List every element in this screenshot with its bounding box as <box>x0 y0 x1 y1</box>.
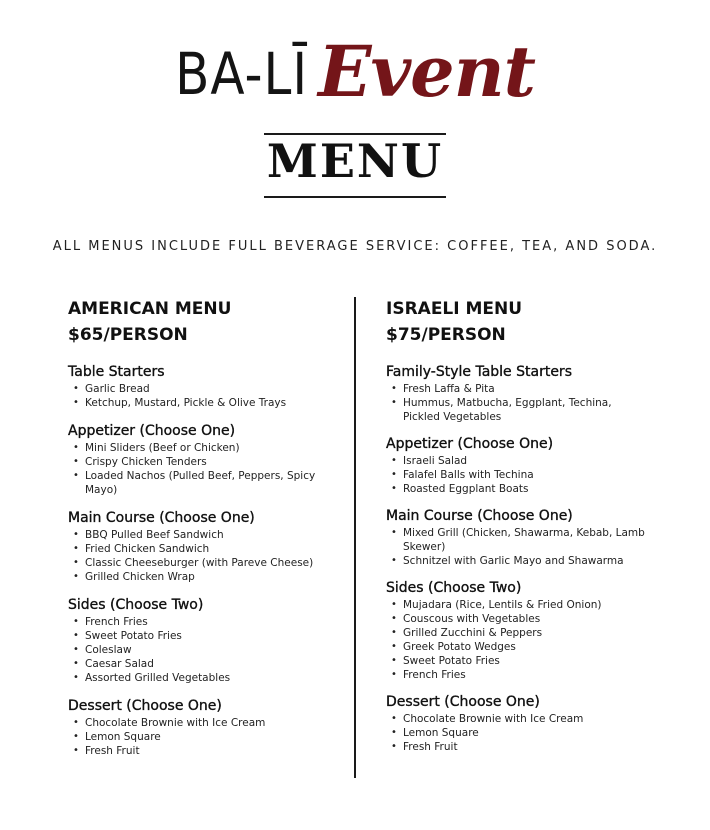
section-item-list <box>68 441 340 497</box>
israeli-menu-title: ISRAELI MENU <box>386 299 523 319</box>
section-title: Main Course (Choose One) <box>68 510 255 526</box>
menu-item: • Caesar Salad <box>68 657 340 671</box>
menu-section <box>68 696 340 758</box>
menu-section <box>386 578 648 682</box>
section-title: Appetizer (Choose One) <box>68 423 236 439</box>
menu-section <box>68 421 340 497</box>
menu-section <box>68 508 340 584</box>
menu-item: • Falafel Balls with Techina <box>386 468 648 482</box>
menu-item: • Fresh Fruit <box>68 744 340 758</box>
menu-item: • Couscous with Vegetables <box>386 612 648 626</box>
menu-item: • French Fries <box>68 615 340 629</box>
section-item-list <box>386 598 648 682</box>
menu-item: • Hummus, Matbucha, Eggplant, Techina, Pickled Vegetables <box>386 396 648 424</box>
menu-item: • Crispy Chicken Tenders <box>68 455 340 469</box>
section-title: Family-Style Table Starters <box>386 364 572 380</box>
menu-item: • Schnitzel with Garlic Mayo and Shawarma <box>386 554 648 568</box>
column-divider <box>354 297 356 778</box>
menu-item: • Sweet Potato Fries <box>386 654 648 668</box>
menu-item: • Greek Potato Wedges <box>386 640 648 654</box>
section-item-list <box>386 454 648 496</box>
section-title: Sides (Choose Two) <box>68 597 204 613</box>
brand-logo <box>0 30 710 130</box>
menu-section <box>68 595 340 685</box>
section-item-list <box>68 615 340 685</box>
menu-item: • Sweet Potato Fries <box>68 629 340 643</box>
israeli-menu-column <box>386 296 648 764</box>
section-item-list <box>68 528 340 584</box>
menu-section <box>386 506 648 568</box>
brand-event-word: Event <box>318 30 535 113</box>
american-menu-title: AMERICAN MENU <box>68 299 232 319</box>
section-title: Sides (Choose Two) <box>386 580 522 596</box>
menu-item: • French Fries <box>386 668 648 682</box>
menu-section <box>386 692 648 754</box>
menu-item: • Loaded Nachos (Pulled Beef, Peppers, Spicy Mayo) <box>68 469 340 497</box>
menu-section <box>386 362 648 424</box>
menu-item: • Mujadara (Rice, Lentils & Fried Onion) <box>386 598 648 612</box>
israeli-menu-sections <box>386 362 648 754</box>
menu-item: • Grilled Zucchini & Peppers <box>386 626 648 640</box>
section-item-list <box>68 716 340 758</box>
section-title: Dessert (Choose One) <box>68 698 222 714</box>
menu-item: • Fried Chicken Sandwich <box>68 542 340 556</box>
menu-item: • Fresh Fruit <box>386 740 648 754</box>
israeli-menu-price: $75/PERSON <box>386 325 506 345</box>
section-item-list <box>386 712 648 754</box>
section-title: Dessert (Choose One) <box>386 694 540 710</box>
menu-item: • Ketchup, Mustard, Pickle & Olive Trays <box>68 396 340 410</box>
page-title: MENU <box>266 134 444 188</box>
section-title: Table Starters <box>68 364 165 380</box>
menu-item: • Israeli Salad <box>386 454 648 468</box>
menu-item: • Mixed Grill (Chicken, Shawarma, Kebab, Lamb Skewer) <box>386 526 648 554</box>
section-title: Main Course (Choose One) <box>386 508 573 524</box>
beverage-note: ALL MENUS INCLUDE FULL BEVERAGE SERVICE: COFFEE, TEA, AND SODA. <box>52 239 658 254</box>
menu-item: • Coleslaw <box>68 643 340 657</box>
menu-item: • Lemon Square <box>386 726 648 740</box>
menu-section <box>386 434 648 496</box>
menu-item: • BBQ Pulled Beef Sandwich <box>68 528 340 542</box>
american-menu-price: $65/PERSON <box>68 325 188 345</box>
menu-item: • Assorted Grilled Vegetables <box>68 671 340 685</box>
section-item-list <box>386 526 648 568</box>
section-item-list <box>386 382 648 424</box>
section-item-list <box>68 382 340 410</box>
menu-item: • Garlic Bread <box>68 382 340 396</box>
heading-rule-bottom <box>264 196 446 198</box>
menu-item: • Mini Sliders (Beef or Chicken) <box>68 441 340 455</box>
brand-name: BA-LĪ <box>175 41 309 108</box>
american-menu-sections <box>68 362 340 758</box>
menu-item: • Roasted Eggplant Boats <box>386 482 648 496</box>
american-menu-column <box>68 296 340 769</box>
menu-item: • Chocolate Brownie with Ice Cream <box>386 712 648 726</box>
menu-item: • Lemon Square <box>68 730 340 744</box>
menu-item: • Grilled Chicken Wrap <box>68 570 340 584</box>
menu-item: • Fresh Laffa & Pita <box>386 382 648 396</box>
menu-item: • Classic Cheeseburger (with Pareve Cheese) <box>68 556 340 570</box>
section-title: Appetizer (Choose One) <box>386 436 554 452</box>
menu-section <box>68 362 340 410</box>
menu-item: • Chocolate Brownie with Ice Cream <box>68 716 340 730</box>
